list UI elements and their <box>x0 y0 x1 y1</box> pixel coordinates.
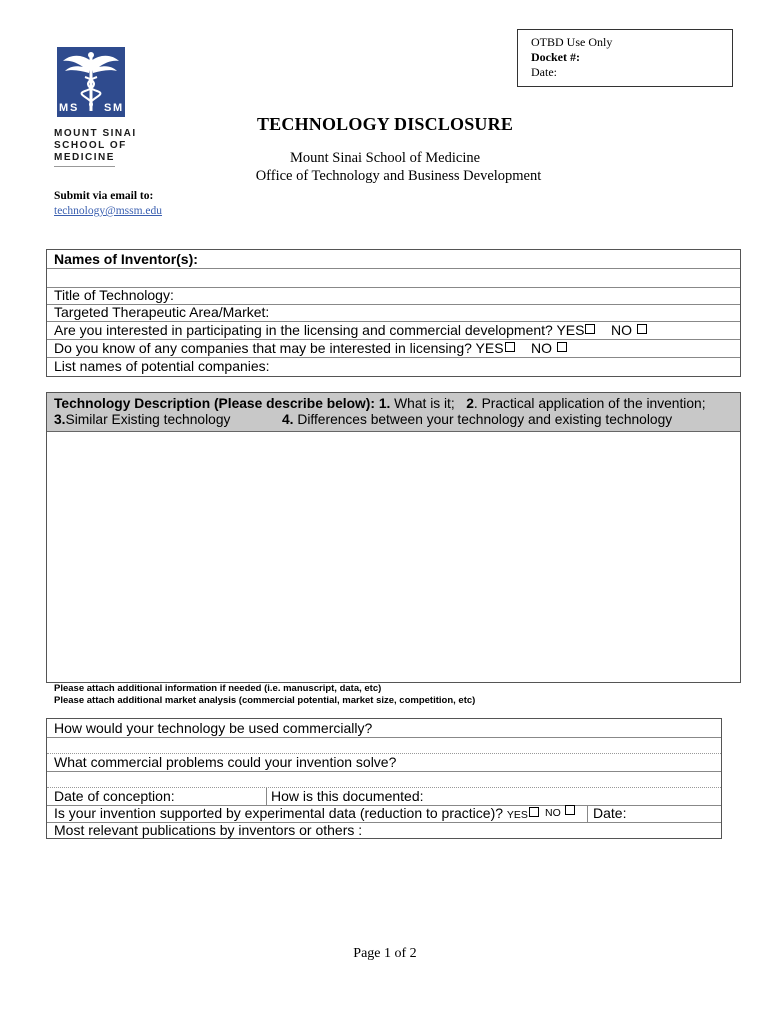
logo-initials-s2: S <box>104 102 112 114</box>
page-number: Page 1 of 2 <box>353 946 417 961</box>
caduceus-icon <box>57 47 125 117</box>
otbd-date-label: Date: <box>531 65 557 79</box>
publications-field[interactable] <box>47 822 721 839</box>
companies-known-question: Do you know of any companies that may be interested in licensing? YES <box>54 340 504 356</box>
experimental-data-question: Is your invention supported by experimental data (reduction to practice)? <box>54 805 504 821</box>
licensing-interest-question: Are you interested in participating in the licensing and commercial development? YES <box>54 322 585 338</box>
attachment-notes <box>54 683 475 707</box>
description-header-bold: Technology Description (Please describe below): 1. <box>54 396 391 411</box>
description-header-line-2 <box>47 411 740 428</box>
description-item-1: What is it; <box>390 396 467 411</box>
companies-known-no-label: NO <box>531 340 552 356</box>
office-name: Office of Technology and Business Development <box>255 168 542 184</box>
logo-line-1: MOUNT SINAI <box>54 128 137 139</box>
description-item-3: Similar Existing technology <box>65 412 231 427</box>
technology-title-field[interactable] <box>47 287 740 304</box>
submit-via-email-label: Submit via email to: <box>54 190 154 202</box>
companies-known-row <box>47 340 740 357</box>
companies-known-yes-checkbox[interactable] <box>505 342 515 352</box>
otbd-label: OTBD Use Only <box>531 35 613 49</box>
description-item-4-number: 4. <box>282 412 294 427</box>
description-header-line-1 <box>47 395 740 412</box>
therapeutic-area-field[interactable] <box>47 304 740 321</box>
technology-description-field[interactable] <box>47 432 740 682</box>
experimental-data-date-label: Date: <box>593 805 627 821</box>
licensing-interest-no-checkbox[interactable] <box>637 324 647 334</box>
logo-initials-m1: M <box>59 102 69 114</box>
technology-description-header <box>47 393 740 432</box>
technology-title-label: Title of Technology: <box>54 287 174 303</box>
inventor-info-table <box>46 249 741 377</box>
description-item-2-number: 2 <box>466 396 474 411</box>
inventor-names-field[interactable] <box>47 269 740 287</box>
logo-initials-s1: S <box>70 102 78 114</box>
commercial-problems-question: What commercial problems could your invention solve? <box>54 754 397 770</box>
inventor-names-label: Names of Inventor(s): <box>54 251 198 267</box>
docket-label: Docket #: <box>531 50 580 64</box>
licensing-interest-no-label: NO <box>611 322 632 338</box>
potential-companies-field[interactable] <box>47 358 740 375</box>
description-item-4: Differences between your technology and existing technology <box>293 412 673 427</box>
publications-label: Most relevant publications by inventors or others : <box>54 822 363 838</box>
conception-date-label: Date of conception: <box>54 788 175 804</box>
experimental-data-no-checkbox[interactable] <box>565 805 575 815</box>
licensing-interest-row <box>47 322 740 339</box>
description-item-3-number: 3. <box>54 412 66 427</box>
therapeutic-area-label: Targeted Therapeutic Area/Market: <box>54 304 270 320</box>
documentation-label: How is this documented: <box>271 788 424 804</box>
conception-date-row <box>47 788 721 805</box>
logo-line-2: SCHOOL OF <box>54 140 127 151</box>
page-title: TECHNOLOGY DISCLOSURE <box>256 114 514 134</box>
potential-companies-label: List names of potential companies: <box>54 358 270 374</box>
companies-known-no-checkbox[interactable] <box>557 342 567 352</box>
email-link[interactable]: technology@mssm.edu <box>54 205 163 217</box>
technology-description-section <box>46 392 741 683</box>
commercial-use-field[interactable] <box>47 738 721 754</box>
experimental-data-no-label: NO <box>545 807 561 819</box>
attach-note-1: Please attach additional information if needed (i.e. manuscript, data, etc) <box>54 683 382 694</box>
mssm-logo <box>57 47 125 117</box>
licensing-interest-yes-checkbox[interactable] <box>585 324 595 334</box>
description-item-2: . Practical application of the invention; <box>473 396 706 411</box>
experimental-data-yes-label: YES <box>506 809 528 821</box>
commercial-info-table <box>46 718 722 839</box>
otbd-use-only-box <box>517 29 733 87</box>
commercial-problems-field[interactable] <box>47 772 721 787</box>
logo-line-3: MEDICINE <box>54 152 115 167</box>
commercial-use-question: How would your technology be used commercially? <box>54 720 373 736</box>
attach-note-2: Please attach additional market analysis (commercial potential, market size, competition, etc) <box>54 695 476 706</box>
logo-initials-m2: M <box>113 102 123 114</box>
institution-name: Mount Sinai School of Medicine <box>289 150 481 166</box>
experimental-data-yes-checkbox[interactable] <box>529 807 539 817</box>
